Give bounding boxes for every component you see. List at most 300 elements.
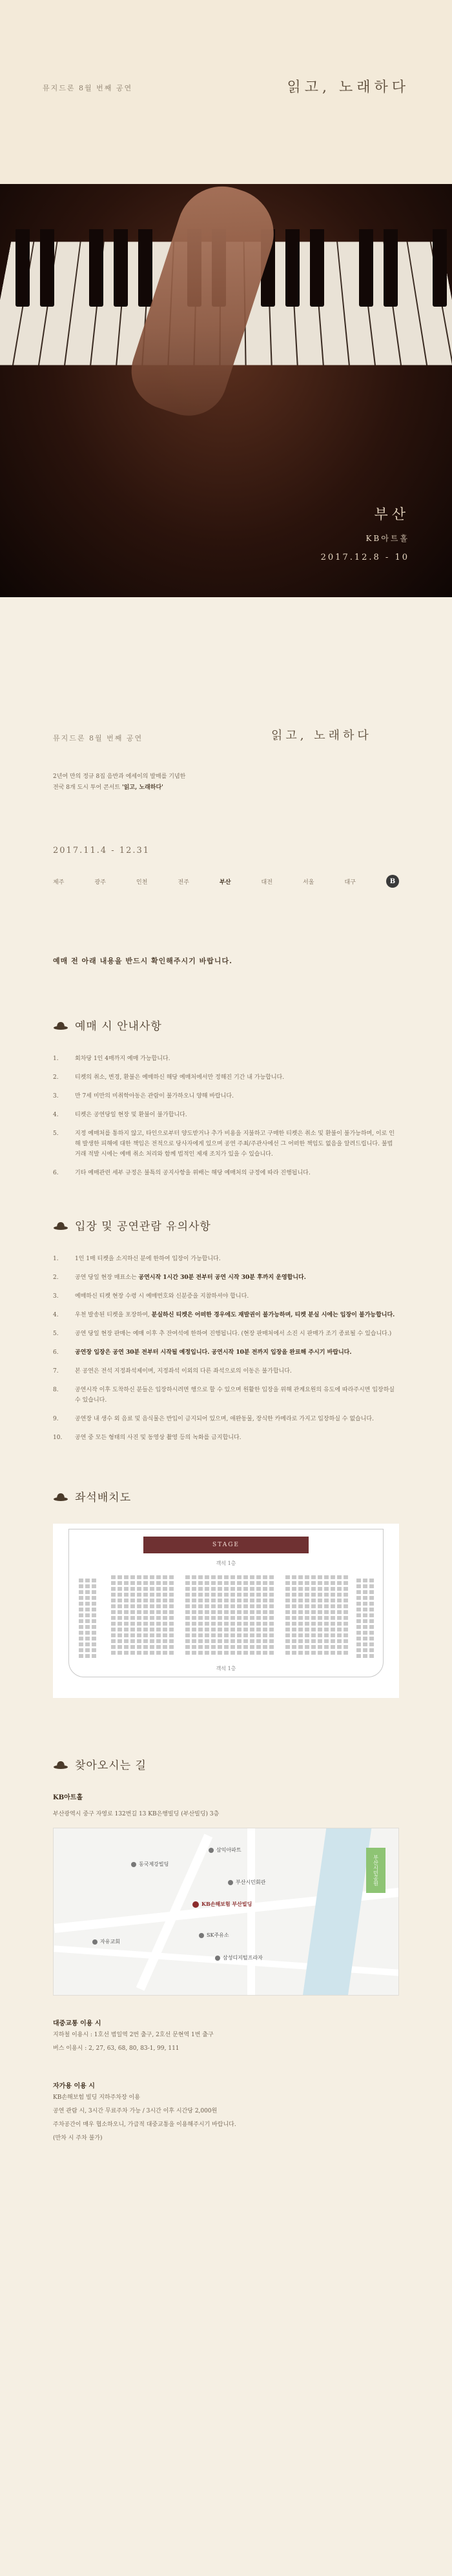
seat <box>137 1581 141 1585</box>
seat <box>156 1575 161 1579</box>
seat <box>150 1622 154 1626</box>
seat <box>363 1613 367 1617</box>
venue-pin: KB손해보험 부산빌딩 <box>192 1901 252 1908</box>
list-text <box>75 1273 306 1283</box>
seat <box>331 1639 335 1643</box>
seat <box>369 1625 374 1629</box>
seat <box>331 1575 335 1579</box>
seat <box>331 1593 335 1597</box>
seat <box>185 1575 190 1579</box>
seat <box>263 1599 267 1602</box>
seat <box>237 1599 241 1602</box>
seat <box>369 1637 374 1641</box>
seat <box>285 1604 290 1608</box>
black-key <box>15 229 30 307</box>
list-number: 2. <box>53 1274 59 1281</box>
list-item <box>53 1110 399 1120</box>
seat <box>150 1604 154 1608</box>
seat <box>218 1616 222 1620</box>
seat <box>79 1648 83 1652</box>
list-item <box>53 1414 399 1424</box>
seat <box>118 1610 122 1614</box>
seat <box>311 1633 316 1637</box>
seat <box>331 1645 335 1649</box>
seat <box>269 1639 274 1643</box>
list-text <box>75 1366 292 1376</box>
seat <box>311 1581 316 1585</box>
seat <box>118 1593 122 1597</box>
seat <box>79 1596 83 1600</box>
seat <box>324 1593 329 1597</box>
seat <box>192 1575 196 1579</box>
seating-title: 좌석배치도 <box>75 1491 132 1504</box>
seat <box>298 1633 303 1637</box>
seat <box>205 1581 209 1585</box>
list-item <box>53 1291 399 1302</box>
seat <box>163 1639 167 1643</box>
seat <box>256 1599 261 1602</box>
seat <box>337 1639 342 1643</box>
list-number: 7. <box>53 1368 59 1375</box>
seat <box>85 1642 90 1646</box>
seat <box>263 1604 267 1608</box>
seat <box>143 1587 148 1591</box>
seat <box>85 1602 90 1606</box>
seat <box>292 1604 296 1608</box>
seat <box>269 1651 274 1655</box>
seat <box>163 1633 167 1637</box>
seat <box>137 1645 141 1649</box>
list-text-plain: 1인 1매 티켓을 소지하신 분에 한하여 입장이 가능합니다. <box>75 1256 221 1262</box>
seat <box>363 1654 367 1658</box>
seat <box>337 1587 342 1591</box>
car-line: KB손해보험 빌딩 지하주차장 이용 <box>53 2094 140 2101</box>
seat <box>331 1604 335 1608</box>
city-tab[interactable]: 광주 <box>94 879 106 886</box>
seat <box>137 1639 141 1643</box>
seat <box>185 1628 190 1631</box>
seat <box>344 1628 348 1631</box>
seat <box>298 1616 303 1620</box>
seat <box>344 1651 348 1655</box>
seat <box>143 1633 148 1637</box>
seat <box>285 1581 290 1585</box>
hat-icon <box>53 1759 68 1770</box>
list-text-plain: 공연 당일 현장 매표소는 <box>75 1274 139 1281</box>
seat <box>292 1610 296 1614</box>
car-info <box>53 2080 399 2144</box>
stage: STAGE <box>143 1537 309 1553</box>
seat <box>331 1616 335 1620</box>
city-tab[interactable]: 대전 <box>261 879 272 886</box>
seat <box>85 1637 90 1641</box>
map-pin: 자유교회 <box>92 1938 120 1945</box>
list-item <box>53 1347 399 1358</box>
list-number: 6. <box>53 1349 59 1356</box>
seating-heading <box>53 1488 399 1504</box>
brand-b-icon[interactable]: B <box>386 875 399 888</box>
seat <box>369 1579 374 1582</box>
black-key <box>359 229 373 307</box>
location-map[interactable] <box>53 1828 399 1996</box>
seat <box>324 1599 329 1602</box>
seat <box>298 1651 303 1655</box>
seat <box>185 1604 190 1608</box>
seat <box>143 1645 148 1649</box>
seat <box>224 1604 229 1608</box>
seat <box>263 1593 267 1597</box>
seat <box>356 1625 361 1629</box>
seat <box>143 1581 148 1585</box>
intro-desc-line2-bold: '읽고, 노래하다' <box>121 784 163 791</box>
seat <box>243 1599 248 1602</box>
seat <box>305 1651 309 1655</box>
seat <box>269 1575 274 1579</box>
seat <box>231 1599 235 1602</box>
black-key <box>89 229 103 307</box>
seat <box>369 1631 374 1635</box>
seat <box>185 1599 190 1602</box>
seat <box>363 1608 367 1611</box>
seat <box>250 1628 254 1631</box>
seat <box>218 1604 222 1608</box>
hero-title: 읽고, 노래하다 <box>287 79 409 96</box>
seat <box>363 1637 367 1641</box>
seat <box>243 1645 248 1649</box>
seat <box>130 1639 135 1643</box>
seat <box>237 1639 241 1643</box>
seat <box>324 1651 329 1655</box>
seat <box>130 1599 135 1602</box>
seat <box>243 1628 248 1631</box>
seat <box>124 1581 128 1585</box>
seat <box>305 1622 309 1626</box>
seat <box>237 1587 241 1591</box>
list-text-plain: 우천 발송된 티켓을 포장하여, <box>75 1312 152 1318</box>
seat <box>318 1651 322 1655</box>
seat <box>205 1639 209 1643</box>
seat <box>85 1579 90 1582</box>
seat <box>337 1575 342 1579</box>
seat <box>331 1581 335 1585</box>
seat <box>192 1645 196 1649</box>
seat <box>85 1613 90 1617</box>
seat <box>79 1608 83 1611</box>
city-tab[interactable]: 전주 <box>178 879 189 886</box>
seat <box>231 1633 235 1637</box>
seat <box>237 1633 241 1637</box>
intro-desc-line2 <box>53 782 185 793</box>
seat <box>285 1645 290 1649</box>
seat <box>224 1633 229 1637</box>
seat <box>369 1648 374 1652</box>
seat <box>243 1604 248 1608</box>
seat <box>143 1628 148 1631</box>
seat <box>243 1593 248 1597</box>
seat <box>192 1610 196 1614</box>
black-key <box>310 229 324 307</box>
seat <box>298 1593 303 1597</box>
seat <box>269 1616 274 1620</box>
seat <box>318 1587 322 1591</box>
list-number: 6. <box>53 1170 59 1176</box>
seat <box>130 1581 135 1585</box>
seat <box>198 1593 203 1597</box>
seat <box>169 1651 174 1655</box>
seat <box>356 1596 361 1600</box>
transit-line: 지하철 이용시 : 1호선 범일역 2번 출구, 2호선 문현역 1번 출구 <box>53 2032 214 2038</box>
seat <box>205 1651 209 1655</box>
seat <box>324 1581 329 1585</box>
seat <box>369 1619 374 1623</box>
seat <box>318 1622 322 1626</box>
transit-title: 대중교통 이용 시 <box>53 2020 101 2027</box>
seat <box>311 1616 316 1620</box>
seat <box>137 1633 141 1637</box>
seat <box>111 1581 116 1585</box>
seat <box>150 1628 154 1631</box>
list-number: 3. <box>53 1293 59 1300</box>
seat <box>292 1639 296 1643</box>
city-tab[interactable]: 부산 <box>220 879 231 886</box>
seat <box>269 1633 274 1637</box>
seat <box>156 1593 161 1597</box>
city-tab[interactable]: 서울 <box>303 879 314 886</box>
seat <box>292 1587 296 1591</box>
seat <box>163 1599 167 1602</box>
seat <box>363 1631 367 1635</box>
seat <box>79 1584 83 1588</box>
seat <box>344 1622 348 1626</box>
seat <box>137 1587 141 1591</box>
seat <box>356 1602 361 1606</box>
seat <box>92 1584 96 1588</box>
seat <box>211 1575 216 1579</box>
seat <box>192 1587 196 1591</box>
seat <box>256 1639 261 1643</box>
seat <box>292 1651 296 1655</box>
seat-block <box>79 1579 96 1658</box>
seat <box>356 1608 361 1611</box>
seat <box>237 1575 241 1579</box>
seat <box>305 1587 309 1591</box>
city-tab[interactable]: 인천 <box>136 879 148 886</box>
seat <box>79 1631 83 1635</box>
seat <box>156 1610 161 1614</box>
seat <box>356 1579 361 1582</box>
seat <box>92 1625 96 1629</box>
seat <box>211 1610 216 1614</box>
venue-address: 부산광역시 중구 자영로 132번길 13 KB은행빌딩 (부산빌딩) 3층 <box>53 1811 220 1817</box>
seat <box>150 1616 154 1620</box>
seat <box>318 1610 322 1614</box>
seat <box>292 1599 296 1602</box>
list-text-bold: 공연시작 1시간 30분 전부터 공연 시작 30분 후까지 운영합니다. <box>138 1274 306 1281</box>
hat-icon <box>53 1020 68 1030</box>
map-pin: SK주유소 <box>199 1932 229 1939</box>
seat <box>269 1610 274 1614</box>
seat <box>163 1593 167 1597</box>
seat <box>363 1590 367 1594</box>
seat <box>156 1604 161 1608</box>
hero-subtitle: 뮤지드론 8월 번째 공연 <box>43 84 133 92</box>
list-item <box>53 1072 399 1083</box>
seat <box>198 1599 203 1602</box>
seat <box>237 1604 241 1608</box>
seat <box>218 1651 222 1655</box>
seat <box>231 1651 235 1655</box>
venue-city: 부산 <box>374 507 409 523</box>
seat <box>285 1639 290 1643</box>
list-text <box>75 1291 249 1302</box>
seat <box>311 1639 316 1643</box>
seat <box>331 1599 335 1602</box>
seat <box>256 1575 261 1579</box>
seat <box>169 1645 174 1649</box>
list-text-plain: 공연 중 모든 형태의 사진 및 동영상 촬영 등의 녹화를 금지합니다. <box>75 1435 241 1441</box>
seat <box>150 1587 154 1591</box>
seat <box>250 1604 254 1608</box>
list-item <box>53 1329 399 1339</box>
seat <box>124 1633 128 1637</box>
floor-label: 객석 1층 <box>216 1560 236 1566</box>
seat <box>118 1616 122 1620</box>
seat <box>243 1587 248 1591</box>
seat <box>305 1645 309 1649</box>
seat <box>211 1639 216 1643</box>
seat <box>192 1633 196 1637</box>
hero-piano-photo <box>0 184 452 597</box>
map-road <box>247 1828 255 1996</box>
car-line: 공연 관람 시, 3시간 무료주차 가능 / 3시간 이후 시간당 2,000원 <box>53 2108 218 2114</box>
seat <box>163 1604 167 1608</box>
seat <box>118 1587 122 1591</box>
black-key <box>285 229 300 307</box>
list-number: 4. <box>53 1312 59 1318</box>
seat <box>169 1575 174 1579</box>
hero-header <box>0 0 452 184</box>
hat-icon <box>53 1491 68 1502</box>
seat <box>243 1651 248 1655</box>
directions-heading <box>53 1756 399 1772</box>
seat <box>192 1599 196 1602</box>
seat <box>198 1587 203 1591</box>
seat <box>111 1645 116 1649</box>
seat <box>85 1608 90 1611</box>
seat <box>285 1610 290 1614</box>
seat <box>256 1587 261 1591</box>
seat <box>205 1599 209 1602</box>
list-text <box>75 1385 399 1406</box>
seat <box>118 1651 122 1655</box>
seat <box>318 1599 322 1602</box>
seat <box>363 1648 367 1652</box>
seat <box>250 1610 254 1614</box>
seat <box>85 1584 90 1588</box>
seat <box>163 1622 167 1626</box>
black-key <box>138 229 152 307</box>
seat <box>231 1610 235 1614</box>
list-number: 9. <box>53 1416 59 1422</box>
seat <box>111 1604 116 1608</box>
seat <box>92 1590 96 1594</box>
seat <box>324 1622 329 1626</box>
list-text <box>75 1254 221 1264</box>
city-tab[interactable]: 대구 <box>344 879 356 886</box>
seat <box>111 1593 116 1597</box>
seat <box>344 1581 348 1585</box>
seat <box>224 1610 229 1614</box>
intro-description <box>53 772 185 793</box>
seat <box>130 1593 135 1597</box>
seat <box>224 1575 229 1579</box>
seat <box>185 1593 190 1597</box>
seat <box>205 1628 209 1631</box>
list-text <box>75 1329 391 1339</box>
seat <box>324 1587 329 1591</box>
list-item <box>53 1054 399 1064</box>
seat <box>156 1616 161 1620</box>
seat <box>285 1599 290 1602</box>
seat <box>256 1604 261 1608</box>
booking-section <box>0 1017 452 1178</box>
seat <box>211 1651 216 1655</box>
seat <box>344 1610 348 1614</box>
seat <box>92 1602 96 1606</box>
seat <box>337 1651 342 1655</box>
seat <box>143 1639 148 1643</box>
seat <box>85 1619 90 1623</box>
seat <box>269 1593 274 1597</box>
seat <box>237 1628 241 1631</box>
seat <box>311 1593 316 1597</box>
intro-section <box>0 597 452 997</box>
map-park: 부산시민공원 <box>366 1848 385 1893</box>
seat-block <box>185 1575 274 1655</box>
seat <box>192 1604 196 1608</box>
seat <box>250 1575 254 1579</box>
seat <box>298 1622 303 1626</box>
seat <box>224 1616 229 1620</box>
seat <box>231 1604 235 1608</box>
seat <box>243 1575 248 1579</box>
seat <box>137 1616 141 1620</box>
seat <box>211 1633 216 1637</box>
seat <box>231 1575 235 1579</box>
seat <box>137 1604 141 1608</box>
seat <box>356 1631 361 1635</box>
seat <box>185 1610 190 1614</box>
seat <box>305 1639 309 1643</box>
seat <box>344 1575 348 1579</box>
seat <box>137 1622 141 1626</box>
seat <box>224 1587 229 1591</box>
seat-block <box>356 1579 374 1658</box>
seat <box>324 1575 329 1579</box>
seat <box>205 1587 209 1591</box>
car-line: (만차 시 주차 불가) <box>53 2135 103 2142</box>
seat <box>124 1651 128 1655</box>
intro-subtitle: 뮤지드론 8월 번째 공연 <box>53 734 143 742</box>
seat <box>337 1616 342 1620</box>
seat <box>331 1628 335 1631</box>
city-tab[interactable]: 제주 <box>53 879 65 886</box>
seat <box>369 1608 374 1611</box>
seat <box>92 1637 96 1641</box>
seat <box>224 1639 229 1643</box>
seat <box>298 1575 303 1579</box>
seat <box>318 1575 322 1579</box>
